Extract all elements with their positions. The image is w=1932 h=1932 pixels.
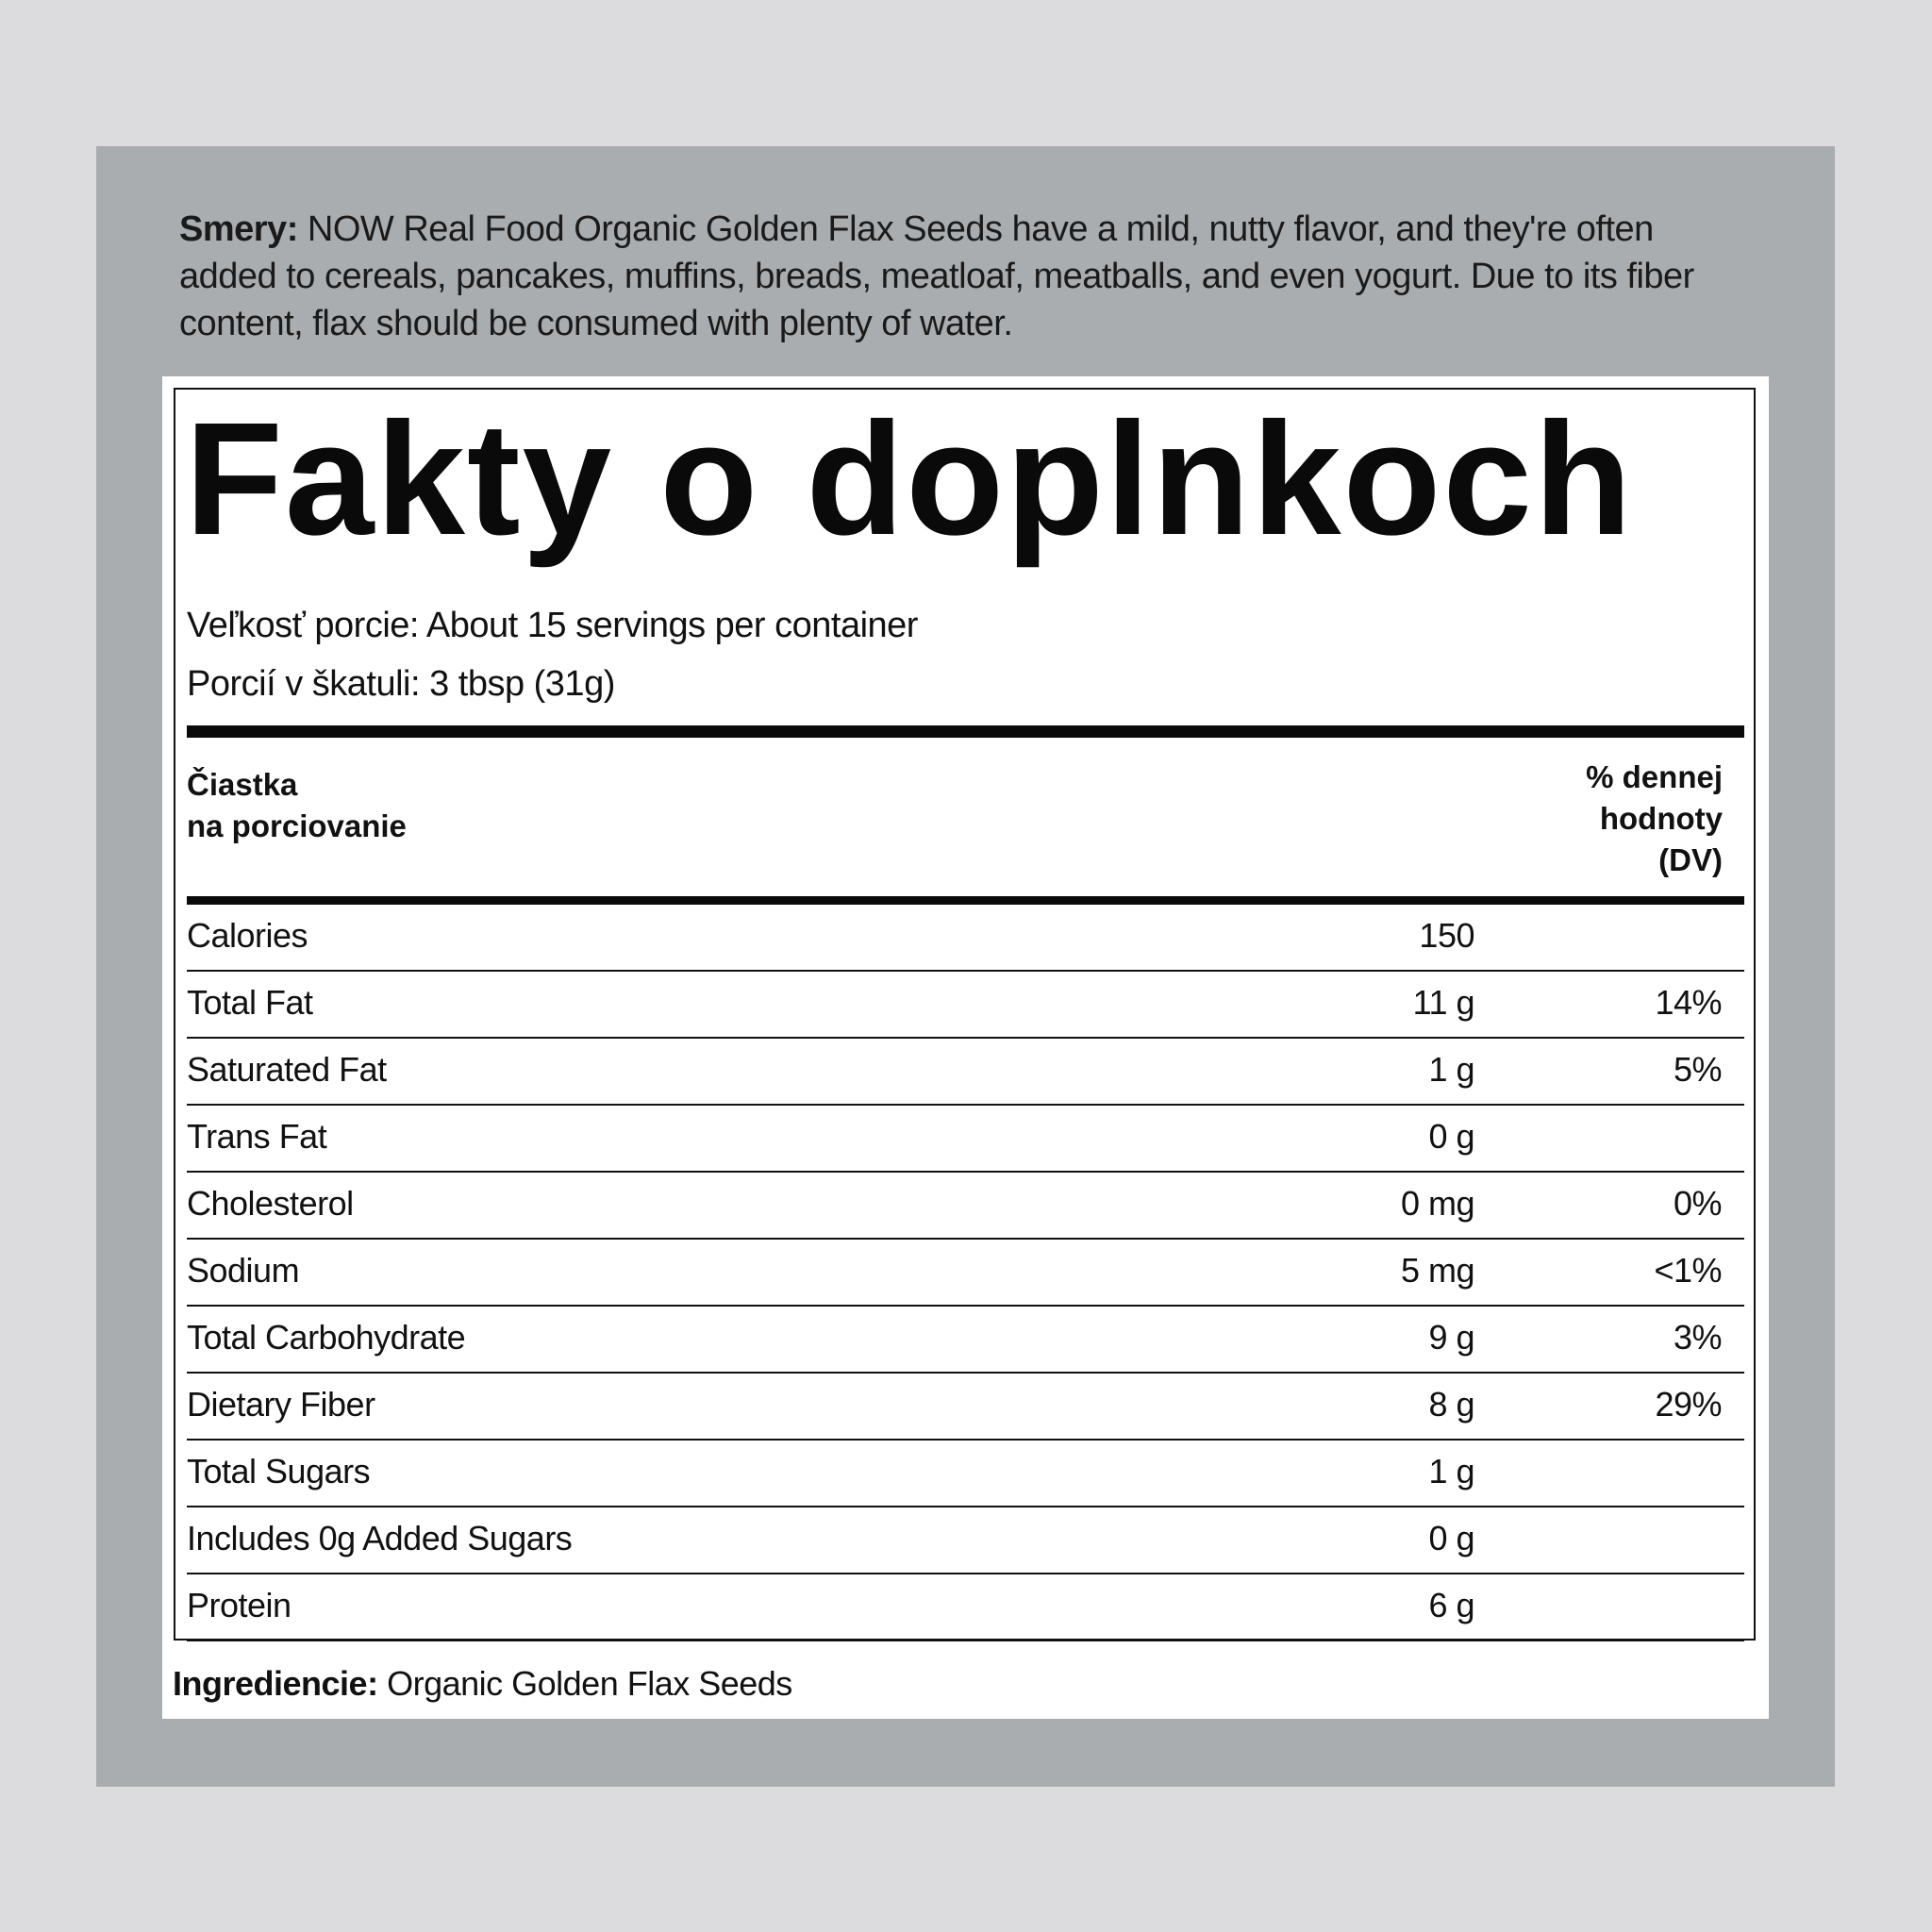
- ingredients-label: Ingrediencie:: [173, 1664, 378, 1703]
- amount-column-header: [187, 764, 407, 847]
- nutrient-amount: 5 mg: [1400, 1251, 1474, 1290]
- dv-header-line2: hodnoty: [1599, 801, 1723, 836]
- table-row: [187, 1240, 1744, 1307]
- dv-header-line1: % dennej: [1586, 759, 1723, 794]
- nutrient-amount: 0 g: [1428, 1519, 1474, 1557]
- nutrient-dv: 14%: [1655, 983, 1722, 1022]
- nutrient-name: Cholesterol: [187, 1184, 354, 1223]
- nutrient-amount: 8 g: [1428, 1385, 1474, 1424]
- table-row: [187, 1441, 1744, 1507]
- table-row: [187, 1106, 1744, 1173]
- nutrient-name: Includes 0g Added Sugars: [187, 1519, 573, 1557]
- ingredients-body: Organic Golden Flax Seeds: [387, 1664, 792, 1703]
- divider-thick: [187, 725, 1744, 738]
- divider-thick: [187, 896, 1744, 905]
- table-row: [187, 1374, 1744, 1441]
- directions-label: Smery:: [179, 209, 298, 249]
- nutrient-amount: 0 mg: [1400, 1184, 1474, 1223]
- nutrient-name: Saturated Fat: [187, 1050, 387, 1089]
- nutrient-name: Calories: [187, 916, 308, 955]
- table-row: [187, 905, 1744, 972]
- table-row: [187, 1574, 1744, 1641]
- amount-header-line1: Čiastka: [187, 767, 298, 802]
- nutrient-amount: 6 g: [1428, 1586, 1474, 1624]
- directions-body: NOW Real Food Organic Golden Flax Seeds have a mild, nutty flavor, and they're often added to cereals, pancakes, muffins, breads, meatloaf, meatballs, and even yogurt. Due to its fiber content, flax should be consumed with plenty of water.: [179, 209, 1694, 343]
- table-row: [187, 972, 1744, 1039]
- nutrient-name: Dietary Fiber: [187, 1385, 375, 1424]
- directions-text: [179, 206, 1745, 347]
- table-row: [187, 1039, 1744, 1106]
- servings-per-container: Porcií v škatuli: 3 tbsp (31g): [187, 664, 615, 704]
- nutrient-amount: 9 g: [1428, 1318, 1474, 1357]
- nutrient-dv: 3%: [1673, 1318, 1722, 1357]
- nutrient-amount: 150: [1419, 916, 1474, 955]
- dv-header-line3: (DV): [1658, 842, 1723, 877]
- nutrient-name: Total Sugars: [187, 1452, 371, 1491]
- nutrient-name: Total Carbohydrate: [187, 1318, 466, 1357]
- nutrient-amount: 11 g: [1412, 983, 1474, 1022]
- serving-size: Veľkosť porcie: About 15 servings per container: [187, 606, 918, 645]
- nutrient-name: Trans Fat: [187, 1117, 327, 1156]
- amount-header-line2: na porciovanie: [187, 808, 407, 843]
- nutrient-dv: 5%: [1673, 1050, 1722, 1089]
- nutrient-table: [187, 905, 1744, 1641]
- nutrient-dv: 0%: [1673, 1184, 1722, 1223]
- dv-column-header: [1586, 757, 1723, 881]
- table-row: [187, 1507, 1744, 1574]
- nutrient-amount: 1 g: [1428, 1452, 1474, 1491]
- facts-title: Fakty o doplnkoch: [185, 390, 1634, 569]
- nutrient-dv: <1%: [1654, 1251, 1722, 1290]
- ingredients-text: [173, 1662, 792, 1706]
- table-row: [187, 1173, 1744, 1240]
- nutrient-dv: 29%: [1655, 1385, 1722, 1424]
- nutrient-amount: 1 g: [1428, 1050, 1474, 1089]
- nutrient-name: Total Fat: [187, 983, 313, 1022]
- nutrient-name: Sodium: [187, 1251, 300, 1290]
- table-row: [187, 1307, 1744, 1374]
- nutrient-name: Protein: [187, 1586, 291, 1624]
- nutrient-amount: 0 g: [1428, 1117, 1474, 1156]
